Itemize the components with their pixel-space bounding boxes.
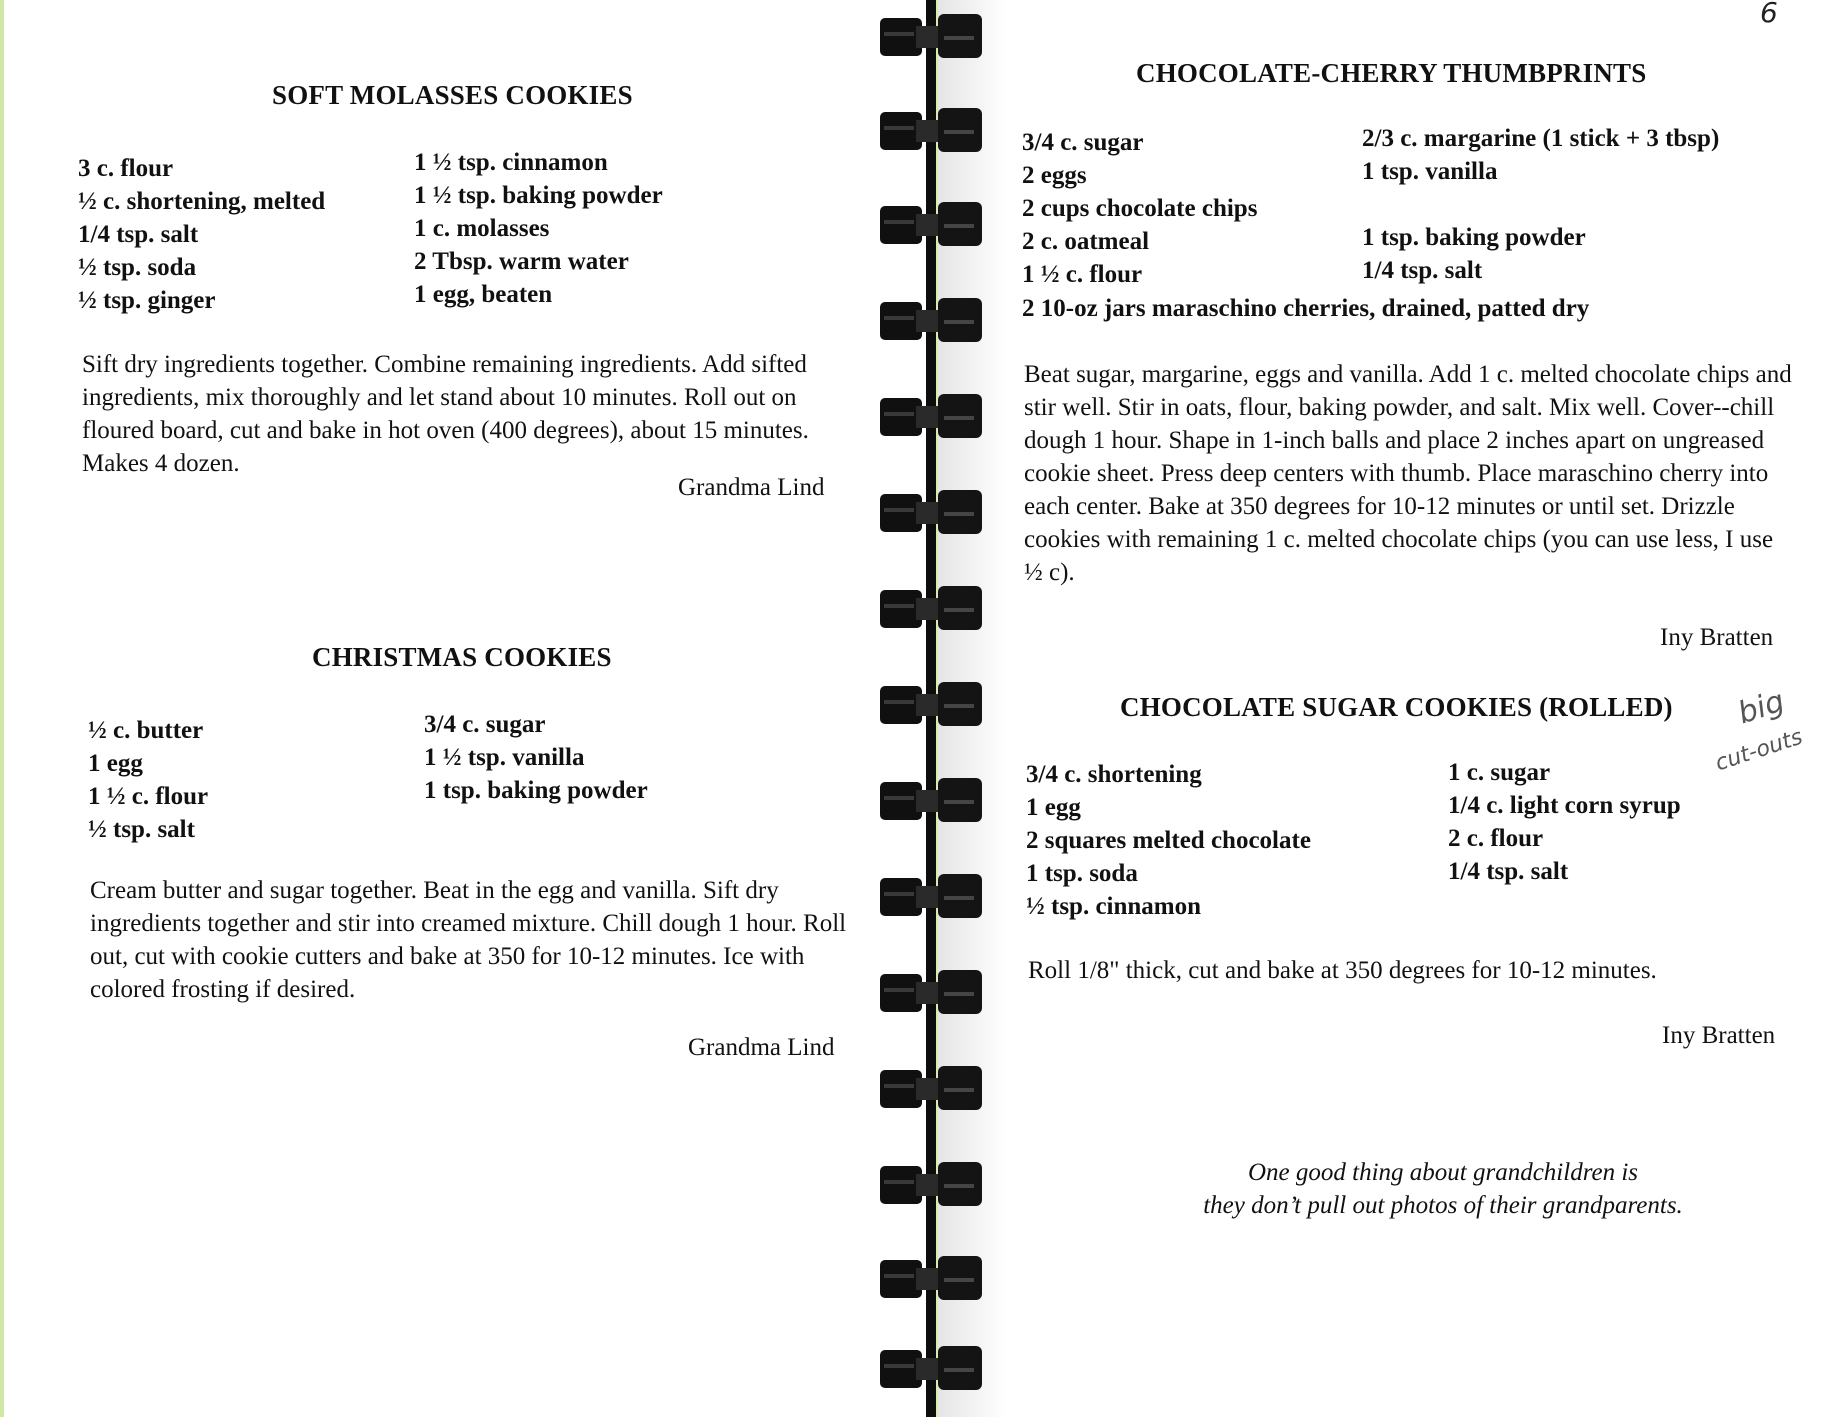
- spiral-binding: [880, 0, 1000, 1417]
- ingredients-left: [1022, 126, 1257, 291]
- quote-line: One good thing about grandchildren is: [1247, 1159, 1639, 1186]
- page-edge: [0, 0, 4, 1417]
- binding-coil: [880, 776, 982, 826]
- binding-coil: [880, 12, 982, 62]
- recipe-title: CHRISTMAS COOKIES: [312, 642, 612, 672]
- ingredient: 1/4 c. light corn syrup: [1448, 792, 1681, 819]
- recipe-author: Iny Bratten: [1660, 624, 1774, 651]
- ingredient: 3/4 c. shortening: [1026, 761, 1202, 788]
- ingredient: 1 tsp. baking powder: [424, 777, 648, 804]
- ingredient: 2 squares melted chocolate: [1026, 827, 1311, 854]
- binding-coil: [880, 200, 982, 250]
- ingredient: 2 c. oatmeal: [1022, 228, 1150, 255]
- ingredient: 1 tsp. soda: [1026, 860, 1138, 887]
- ingredient: 2 Tbsp. warm water: [414, 248, 629, 275]
- recipe-author: Grandma Lind: [678, 474, 825, 501]
- binding-coil: [880, 584, 982, 634]
- binding-coil: [880, 1254, 982, 1304]
- binding-coil: [880, 1344, 982, 1394]
- ingredient: 1 ½ tsp. vanilla: [424, 744, 585, 771]
- recipe-directions: Roll 1/8" thick, cut and bake at 350 degrees for 10-12 minutes.: [1028, 957, 1657, 984]
- quote-line: they don’t pull out photos of their grandparents.: [1203, 1192, 1683, 1219]
- binding-coil: [880, 392, 982, 442]
- right-page: [938, 0, 1837, 1417]
- ingredient: 2 c. flour: [1448, 825, 1544, 852]
- ingredients-left: [88, 714, 208, 846]
- recipe-directions: Cream butter and sugar together. Beat in the egg and vanilla. Sift dry ingredients together and stir into creamed mixture. Chill dough 1 hour. Roll out, cut with cookie cutters and bake at 350 for 10-12 minutes. Ice with colored frosting if desired.: [90, 877, 847, 1003]
- quote: [1118, 1156, 1768, 1222]
- ingredient: 2/3 c. margarine (1 stick + 3 tbsp): [1362, 125, 1720, 152]
- binding-coil: [880, 1160, 982, 1210]
- ingredient: ½ c. butter: [88, 717, 204, 744]
- binding-coil: [880, 968, 982, 1018]
- ingredients-right: [424, 708, 648, 807]
- ingredient: 1 ½ tsp. baking powder: [414, 182, 663, 209]
- ingredient: ½ tsp. ginger: [78, 287, 216, 314]
- handwritten-note: big: [1733, 683, 1789, 732]
- recipe-author: Grandma Lind: [688, 1034, 835, 1061]
- recipe-author: Iny Bratten: [1662, 1022, 1776, 1049]
- ingredient: ½ tsp. cinnamon: [1026, 893, 1202, 920]
- ingredient: 1 egg, beaten: [414, 281, 553, 308]
- ingredient: ½ tsp. salt: [88, 816, 195, 843]
- recipe-directions: Sift dry ingredients together. Combine remaining ingredients. Add sifted ingredients, mix thoroughly and let stand about 10 minutes. Roll out on floured board, cut and bake in hot oven (400 degrees), about 15 minutes. Makes 4 dozen.: [82, 351, 809, 477]
- handwritten-note: cut-outs: [1712, 724, 1806, 777]
- ingredients-right: [1448, 756, 1681, 888]
- recipe-title: CHOCOLATE-CHERRY THUMBPRINTS: [1136, 58, 1647, 88]
- ingredients-left: [78, 152, 325, 317]
- recipe-title: CHOCOLATE SUGAR COOKIES (ROLLED): [1120, 692, 1673, 722]
- ingredient: [1362, 188, 1719, 221]
- ingredients-right: [414, 146, 663, 311]
- ingredient: 1/4 tsp. salt: [1362, 257, 1483, 284]
- ingredient: 1 ½ c. flour: [1022, 261, 1143, 288]
- recipe-title: SOFT MOLASSES COOKIES: [272, 80, 633, 110]
- page-number: 6: [1760, 0, 1778, 29]
- ingredient: 1 c. molasses: [414, 215, 550, 242]
- binding-coil: [880, 296, 982, 346]
- binding-coil: [880, 488, 982, 538]
- ingredient: 2 eggs: [1022, 162, 1087, 189]
- ingredient: 1 egg: [1026, 794, 1081, 821]
- ingredient: 3 c. flour: [78, 155, 174, 182]
- ingredient: 2 cups chocolate chips: [1022, 195, 1258, 222]
- ingredient: 1 tsp. baking powder: [1362, 224, 1586, 251]
- ingredient: 1 c. sugar: [1448, 759, 1551, 786]
- ingredient: 1/4 tsp. salt: [1448, 858, 1569, 885]
- recipe-directions: Beat sugar, margarine, eggs and vanilla. Add 1 c. melted chocolate chips and stir well. Stir in oats, flour, baking powder, and salt. Mix well. Cover--chill dough 1 hour. Shape in 1-inch balls and place 2 inches apart on ungreased cookie sheet. Press deep centers with thumb. Place maraschino cherry into each center. Bake at 350 degrees for 10-12 minutes or until set. Drizzle cookies with remaining 1 c. melted chocolate chips (you can use less, I use ½ c).: [1024, 361, 1792, 586]
- ingredient: ½ tsp. soda: [78, 254, 197, 281]
- binding-coil: [880, 680, 982, 730]
- ingredients-left: [1026, 758, 1311, 923]
- ingredient: 3/4 c. sugar: [1022, 129, 1144, 156]
- binding-coil: [880, 872, 982, 922]
- ingredient: 3/4 c. sugar: [424, 711, 546, 738]
- ingredient: 1 ½ c. flour: [88, 783, 209, 810]
- ingredient-full-line: 2 10-oz jars maraschino cherries, drained, patted dry: [1022, 295, 1590, 322]
- ingredient: 1 ½ tsp. cinnamon: [414, 149, 608, 176]
- ingredient: 1 egg: [88, 750, 143, 777]
- ingredient: 1/4 tsp. salt: [78, 221, 199, 248]
- binding-coil: [880, 106, 982, 156]
- ingredient: 1 tsp. vanilla: [1362, 158, 1498, 185]
- ingredient: ½ c. shortening, melted: [78, 188, 326, 215]
- ingredients-right: [1362, 122, 1719, 287]
- binding-coil: [880, 1064, 982, 1114]
